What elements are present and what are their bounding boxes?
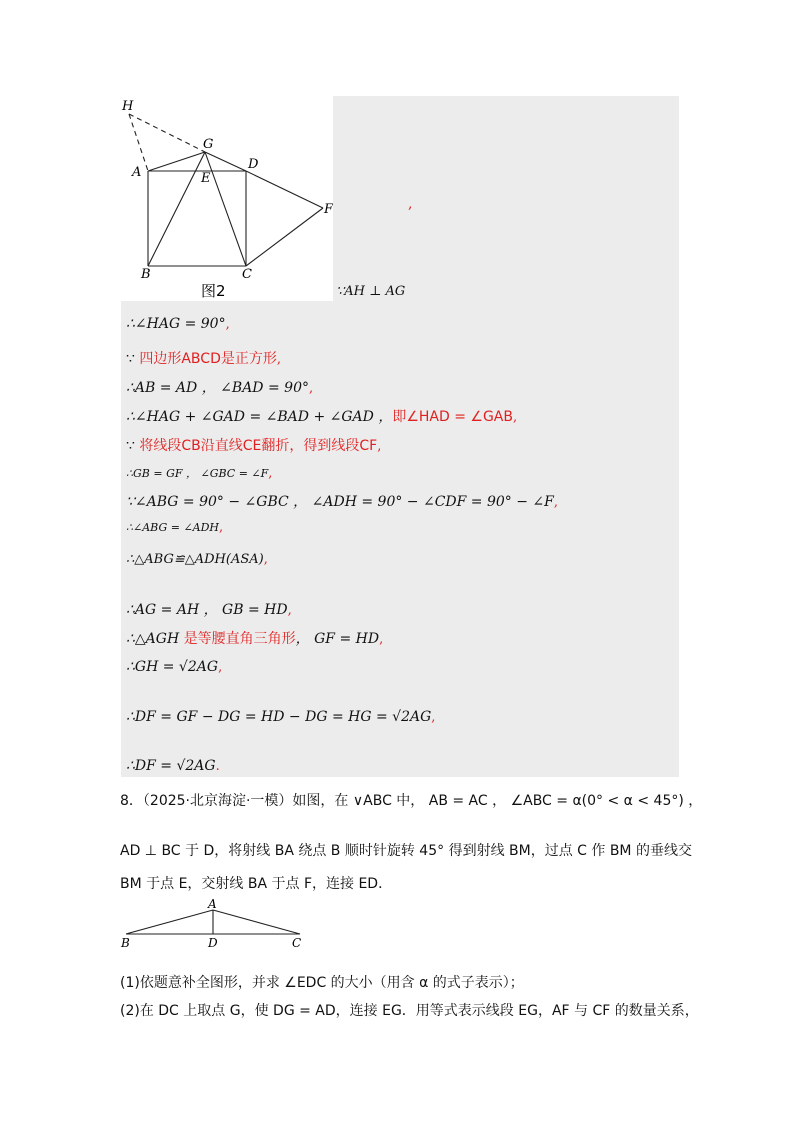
red-comma: ,: [408, 196, 413, 212]
solution-line-2: ∵ 四边形ABCD是正方形,: [126, 351, 281, 367]
label-G: G: [203, 137, 214, 152]
solution-line-7: ∵∠ABG = 90° − ∠GBC ， ∠ADH = 90° − ∠CDF = 90° − ∠F,: [126, 494, 559, 510]
figure-triangle: [118, 896, 308, 952]
tri-label-B: B: [121, 936, 130, 950]
label-A: A: [132, 165, 142, 180]
label-B: B: [141, 267, 151, 282]
solution-line-3: ∴AB = AD ， ∠BAD = 90°,: [126, 380, 314, 396]
label-C: C: [242, 267, 252, 282]
question-8-line-1: 8．（2025·北京海淀·一模）如图，在 ∨ABC 中， AB = AC ， ∠ABC = α(0° < α < 45°) ，: [120, 793, 703, 809]
tri-label-A: A: [208, 897, 217, 911]
question-8-line-3: BM 于点 E，交射线 BA 于点 F，连接 ED．: [120, 876, 393, 892]
figure-caption: 图2: [201, 282, 226, 300]
solution-line-0: ∵AH ⊥ AG: [336, 284, 406, 299]
question-8-line-2: AD ⊥ BC 于 D，将射线 BA 绕点 B 顺时针旋转 45° 得到射线 BM，过点 C 作 BM 的垂线交: [120, 843, 692, 859]
question-8-part-1: (1)依题意补全图形，并求 ∠EDC 的大小（用含 α 的式子表示）；: [120, 975, 524, 991]
label-E: E: [201, 171, 211, 186]
solution-line-11: ∴△AGH 是等腰直角三角形， GF = HD,: [126, 631, 384, 647]
tri-label-D: D: [208, 936, 218, 950]
solution-line-1: ∴∠HAG = 90°,: [126, 316, 230, 332]
figure-2-diagram: [121, 96, 333, 301]
tri-label-C: C: [292, 936, 302, 950]
solution-line-13: ∴DF = GF − DG = HD − DG = HG = √2AG,: [126, 709, 436, 725]
label-D: D: [248, 157, 259, 172]
solution-line-10: ∴AG = AH ， GB = HD,: [126, 602, 292, 618]
label-F: F: [324, 202, 333, 217]
solution-line-14: ∴DF = √2AG.: [126, 758, 220, 774]
figure-2: [121, 96, 333, 301]
label-H: H: [122, 99, 134, 114]
solution-line-8: ∴∠ABG = ∠ADH,: [126, 520, 224, 535]
solution-line-12: ∴GH = √2AG,: [126, 659, 223, 675]
solution-line-6: ∴GB = GF ， ∠GBC = ∠F,: [126, 466, 273, 481]
solution-panel: [121, 301, 679, 777]
solution-line-5: ∵ 将线段CB沿直线CE翻折，得到线段CF,: [126, 438, 382, 454]
solution-line-9: ∴△ABG≌△ADH(ASA),: [126, 552, 268, 567]
solution-panel-top: [333, 96, 679, 301]
solution-line-4: ∴∠HAG + ∠GAD = ∠BAD + ∠GAD ，即∠HAD = ∠GAB,: [126, 409, 518, 425]
question-8-part-2: (2)在 DC 上取点 G，使 DG = AD，连接 EG．用等式表示线段 EG，AF 与 CF 的数量关系，: [120, 1003, 699, 1019]
